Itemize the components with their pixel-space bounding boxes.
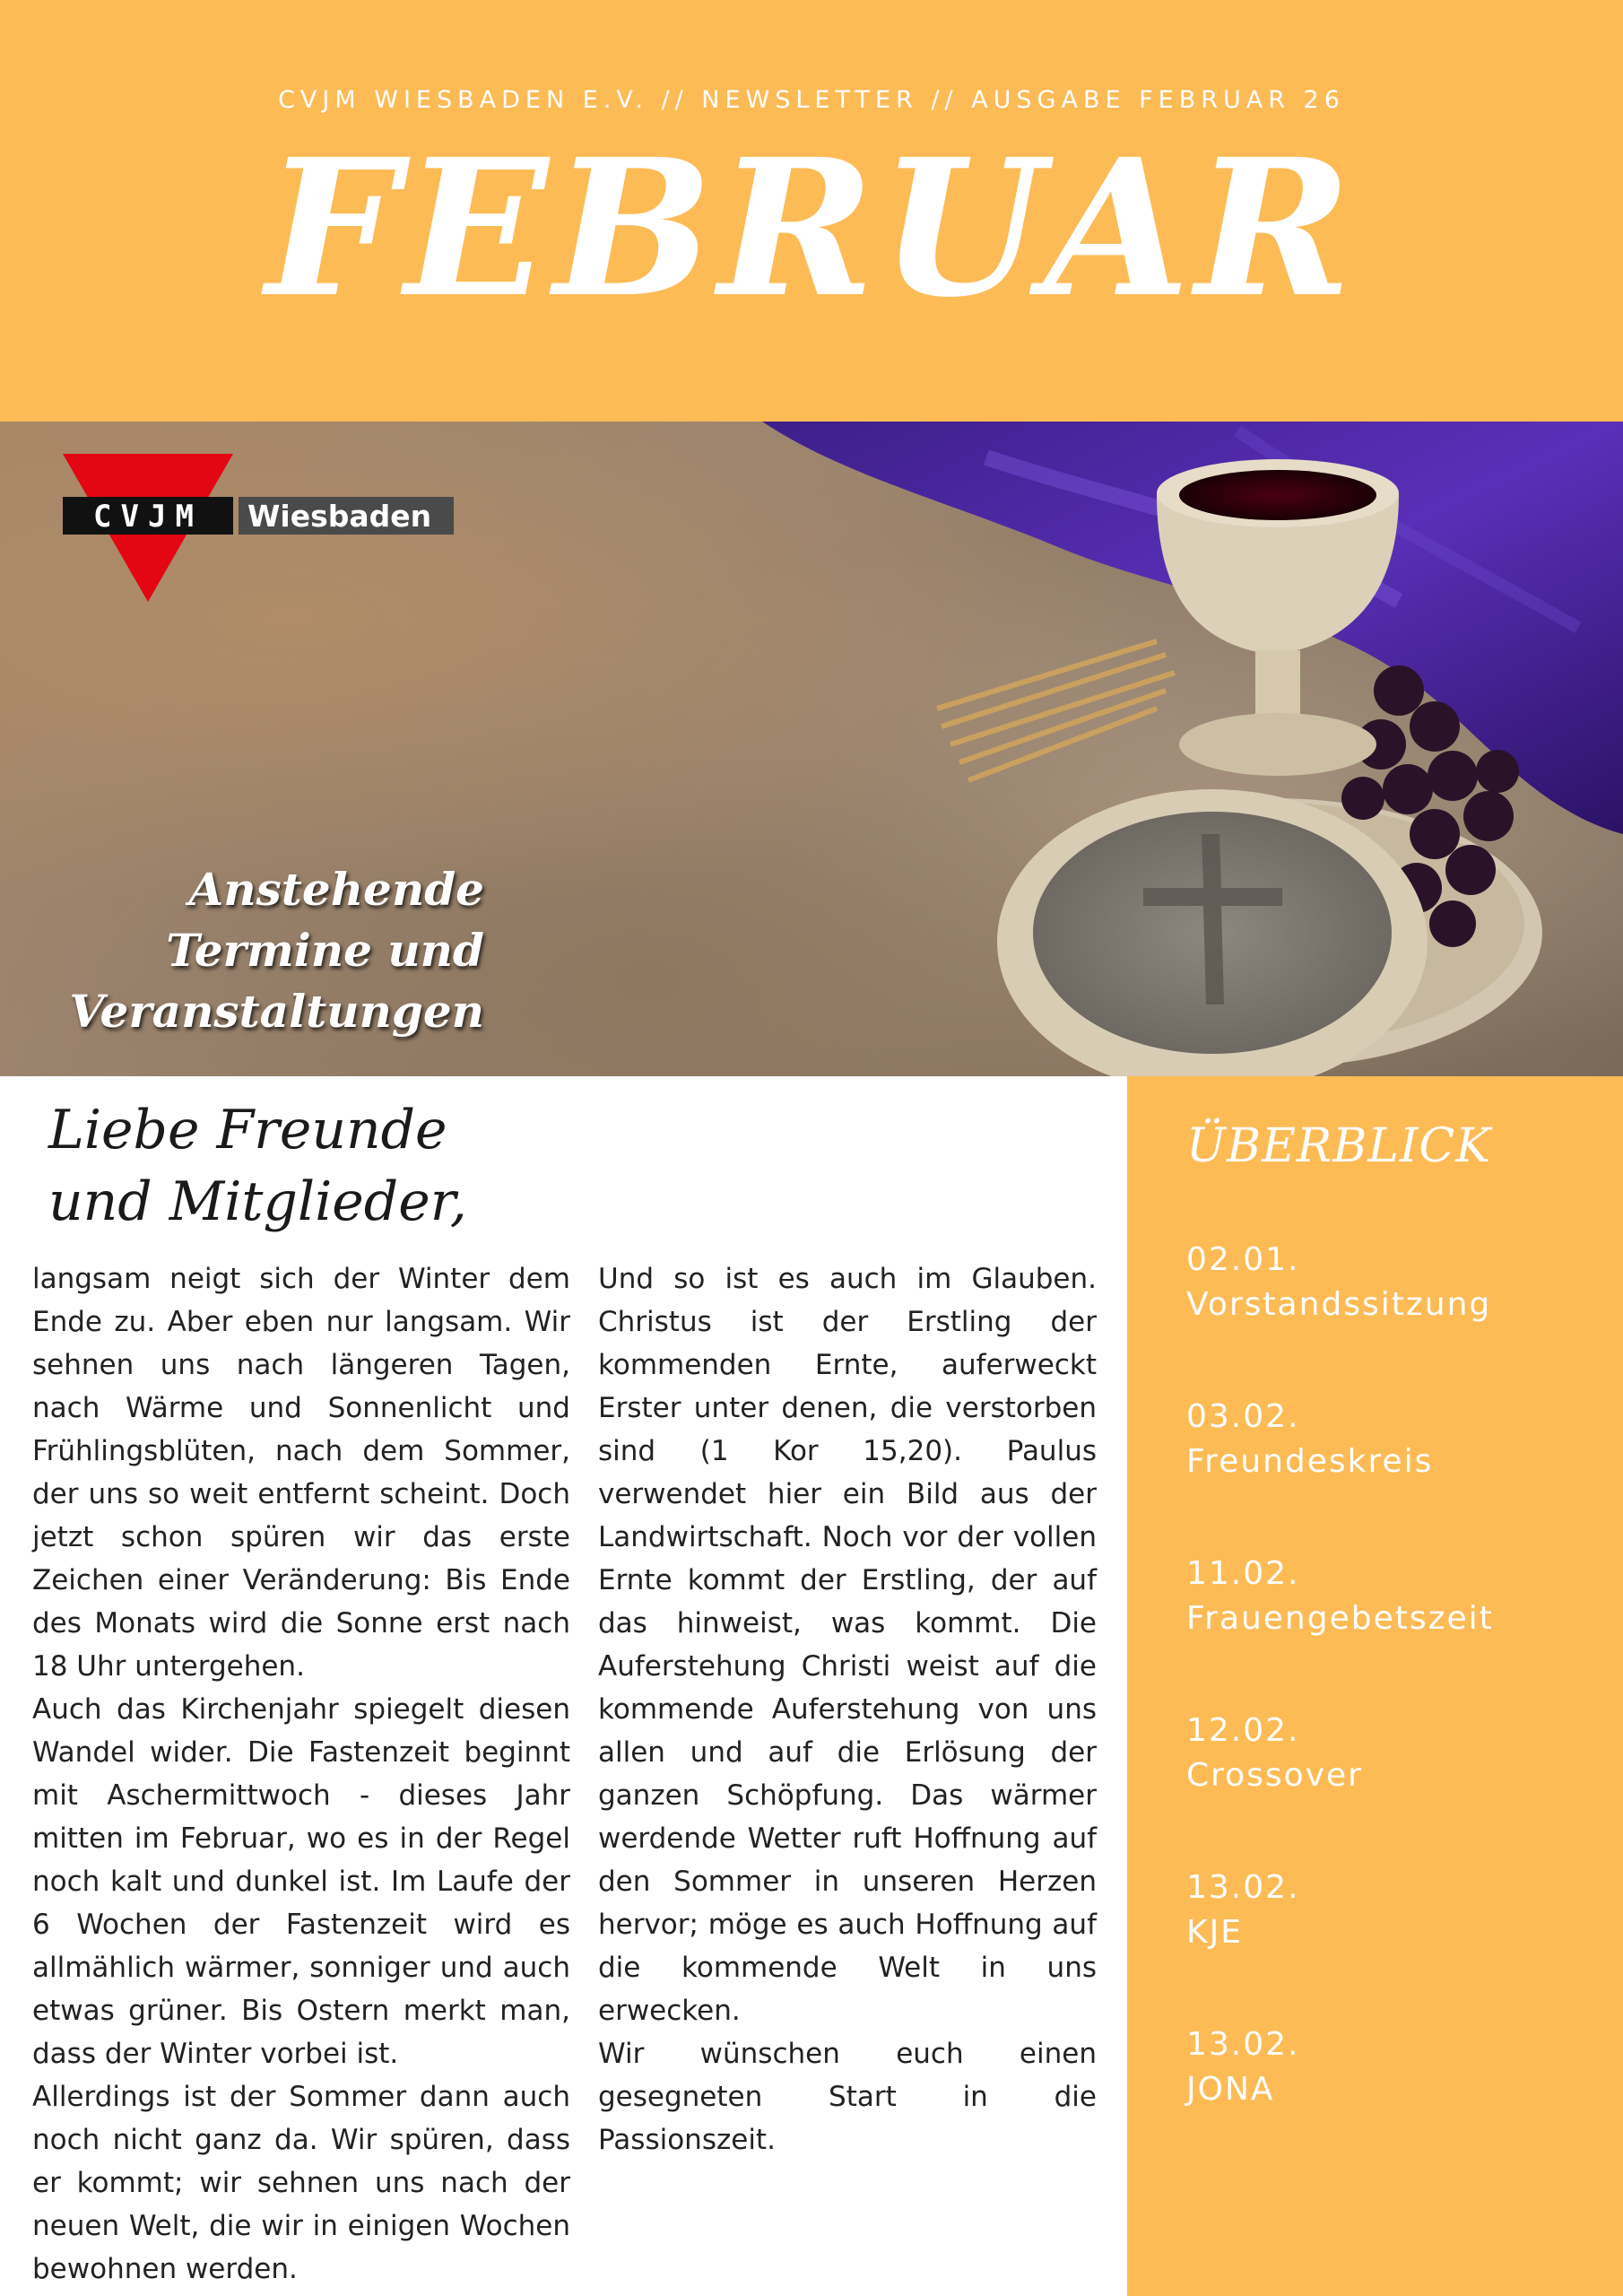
cvjm-logo (63, 454, 457, 606)
month-title: FEBRUAR (265, 117, 1358, 339)
overview-sidebar (1127, 1076, 1623, 2296)
event-item (1186, 1238, 1494, 1327)
greeting-line: und Mitglieder, (48, 1170, 467, 1233)
event-name: Vorstandssitzung (1186, 1286, 1492, 1323)
event-date: 12.02. (1186, 1712, 1300, 1749)
hero-caption-line: Veranstaltungen (69, 985, 484, 1038)
event-name: Freundeskreis (1186, 1443, 1434, 1480)
body-column-right (598, 1257, 1097, 2161)
event-date: 02.01. (1186, 1241, 1300, 1278)
event-date: 11.02. (1186, 1555, 1300, 1592)
overview-title: ÜBERBLICK (1186, 1119, 1492, 1173)
event-date: 03.02. (1186, 1398, 1300, 1435)
event-item (1186, 1552, 1494, 1641)
hero-caption-line: Anstehende (188, 863, 484, 916)
event-date: 13.02. (1186, 2026, 1300, 2063)
svg-text:Wiesbaden: Wiesbaden (247, 499, 432, 534)
newsletter-kicker: CVJM WIESBADEN E.V. // NEWSLETTER // AUSGABE FEBRUAR 26 (278, 86, 1345, 114)
event-item (1186, 1709, 1494, 1798)
event-name: Frauengebetszeit (1186, 1600, 1494, 1637)
event-list (1186, 1238, 1494, 2179)
hero-caption-line: Termine und (166, 924, 484, 977)
paragraph: Auch das Kirchenjahr spiegelt diesen Wandel wider. Die Fastenzeit beginnt mit Aschermittwoch - dieses Jahr mitten im Februar, wo es in der Regel noch kalt und dunkel ist. Im Laufe der 6 Wochen der Fastenzeit wird es allmählich wärmer, sonniger und auch etwas grüner. Bis Ostern merkt man, dass der Winter vorbei ist. (32, 1693, 570, 2070)
event-name: Crossover (1186, 1757, 1363, 1794)
hero-image (0, 422, 1623, 1076)
hero-caption (36, 859, 484, 1042)
paragraph: Allerdings ist der Sommer dann auch noch nicht ganz da. Wir spüren, dass er kommt; wir sehnen uns nach der neuen Welt, die wir in einigen Wochen bewohnen werden. (32, 2081, 570, 2285)
event-item (1186, 1395, 1494, 1484)
event-item (1186, 2022, 1494, 2112)
event-item (1186, 1866, 1494, 1955)
paragraph: Wir wünschen euch einen gesegneten Start in die Passionszeit. (598, 2038, 1097, 2156)
greeting-line: Liebe Freunde (48, 1099, 447, 1161)
paragraph: Und so ist es auch im Glauben. Christus ist der Erstling der kommenden Ernte, auferweckt Erster unter denen, die verstorben sind (1 Kor 15,20). Paulus verwendet hier ein Bild aus der Landwirtschaft. Noch vor der vollen Ernte kommt der Erstling, der auf das hinweist, was kommt. Die Auferstehung Christi weist auf die kommende Auferstehung von uns allen und auf die Erlösung der ganzen Schöpfung. Das wärmer werdende Wetter ruft Hoffnung auf den Sommer in unseren Herzen hervor; möge es auch Hoffnung auf die kommende Welt in uns erwecken. (598, 1263, 1097, 2027)
greeting-heading (48, 1094, 604, 1238)
event-name: KJE (1186, 1914, 1243, 1951)
paragraph: langsam neigt sich der Winter dem Ende zu. Aber eben nur langsam. Wir sehnen uns nach längeren Tagen, nach Wärme und Sonnenlicht und Frühlingsblüten, nach dem Sommer, der uns so weit entfernt scheint. Doch jetzt schon spüren wir das erste Zeichen einer Veränderung: Bis Ende des Monats wird die Sonne erst nach 18 Uhr untergehen. (32, 1263, 570, 1683)
header-banner (0, 0, 1623, 422)
body-column-left (32, 1257, 570, 2291)
event-name: JONA (1186, 2071, 1275, 2108)
event-date: 13.02. (1186, 1869, 1300, 1906)
svg-text:CVJM: CVJM (93, 499, 203, 535)
wheat (937, 641, 1175, 780)
